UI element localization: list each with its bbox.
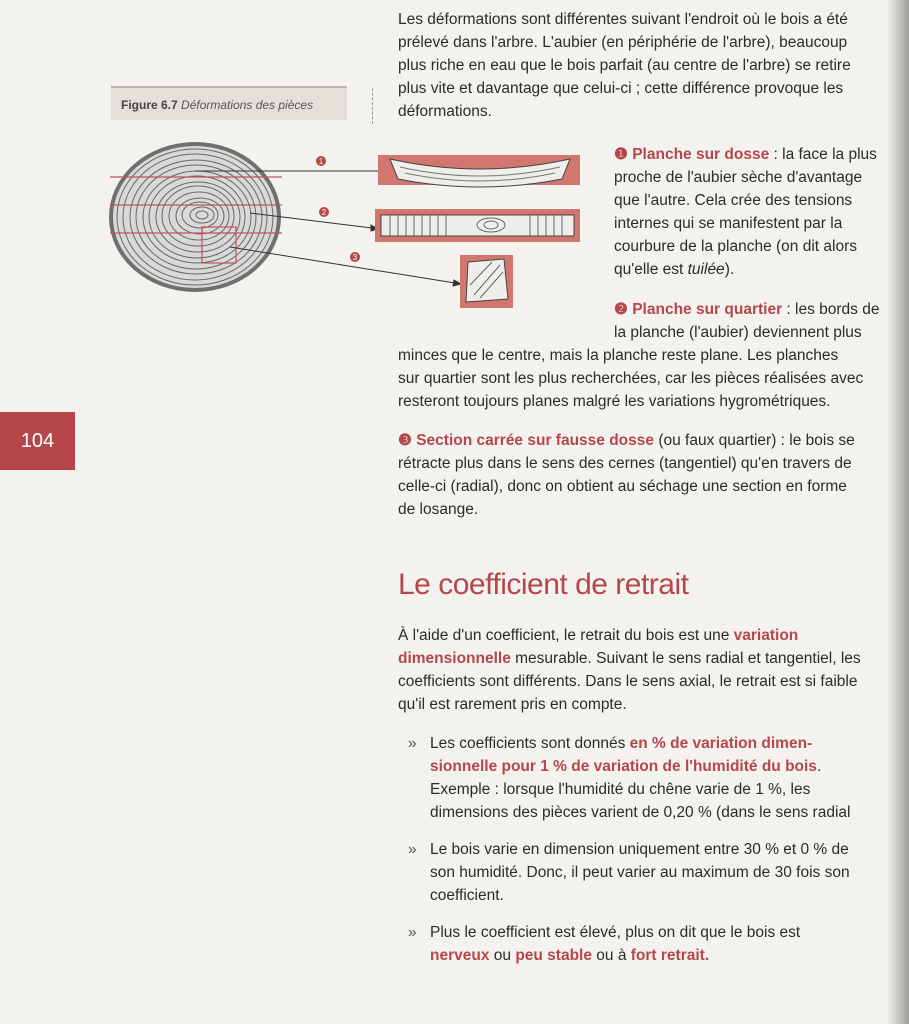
bullet-text: dimensions des pièces varient de 0,20 % (dans le sens radial [430,804,851,821]
intro-line: plus vite et davantage que celui-ci ; cette différence provoque les [398,80,844,97]
caption-divider [372,88,373,124]
item-text: la planche (l'aubier) deviennent plus [614,324,862,341]
intro-line: déformations. [398,103,492,120]
item-marker: ❶ [614,146,628,163]
item-text: minces que le centre, mais la planche reste plane. Les planches [398,347,839,364]
bullet-emphasis: fort retrait [630,947,705,964]
bullet-emphasis: sionnelle pour 1 % de variation de l'humidité du bois [430,758,817,775]
item-text: sur quartier sont les plus recherchées, car les pièces réalisées avec [398,370,864,387]
svg-text:2: 2 [321,208,327,217]
bullet-text: Les coefficients sont donnés [430,735,630,752]
item-planche-sur-quartier-cont [398,344,908,413]
figure-illustration [100,135,600,320]
item-section-carree [398,429,908,521]
marker-2 [319,207,329,217]
item-title: Planche sur quartier [632,301,783,318]
figure-title: Déformations des pièces [181,98,314,112]
intro-line: plus riche en eau que le bois parfait (au centre de l'arbre) se retire [398,57,851,74]
bullet-text: son humidité. Donc, il peut varier au maximum de 30 fois son [430,864,850,881]
bullet-text: . [704,947,710,964]
page-edge-shadow [887,0,909,1024]
item-planche-sur-quartier [614,298,909,344]
bullet-emphasis: peu stable [515,947,592,964]
marker-3 [350,252,360,262]
intro-line: prélevé dans l'arbre. L'aubier (en périphérie de l'arbre), beaucoup [398,34,848,51]
quarter-sawn-plank [375,209,580,242]
bullet-item [408,838,908,907]
para-emphasis: variation [733,627,799,644]
item-marker: ❸ [398,432,412,449]
bullet-text: coefficient. [430,887,504,904]
item-text: courbure de la planche (on dit alors [614,238,857,255]
bullet-text: Exemple : lorsque l'humidité du chêne varie de 1 %, les [430,781,811,798]
bullet-text: ou [489,947,516,964]
bullet-emphasis: en % de variation dimen- [629,735,813,752]
bullet-list [408,732,908,981]
para-text: coefficients sont différents. Dans le sens axial, le retrait est si faible [398,673,858,690]
item-text: celle-ci (radial), donc on obtient au séchage une section en forme [398,478,847,495]
para-text: qu'il est rarement pris en compte. [398,696,627,713]
intro-paragraph [398,8,908,123]
figure-caption [111,86,347,120]
svg-text:1: 1 [318,157,324,166]
item-text: : la face la plus [769,146,877,163]
intro-line: Les déformations sont différentes suivant l'endroit où le bois a été [398,11,848,28]
item-marker: ❷ [614,301,628,318]
item-text: rétracte plus dans le sens des cernes (tangentiel) qu'en travers de [398,455,852,472]
item-text: : les bords de [782,301,880,318]
svg-text:3: 3 [352,253,358,262]
bullet-item [408,921,908,967]
item-text: ). [724,261,735,278]
marker-1 [316,156,326,166]
bullet-text: . [816,758,822,775]
bullet-text: Plus le coefficient est élevé, plus on dit que le bois est [430,924,801,941]
item-title: Planche sur dosse [632,146,770,163]
item-text: qu'elle est [614,261,688,278]
page-number: 104 [0,412,75,470]
item-text: de losange. [398,501,479,518]
bullet-item [408,732,908,824]
item-text: que l'autre. Cela crée des tensions [614,192,853,209]
para-text: mesurable. Suivant le sens radial et tangentiel, les [510,650,861,667]
item-text: internes qui se manifestent par la [614,215,843,232]
bullet-mark: » [408,924,417,941]
figure-label: Figure 6.7 [121,98,178,112]
para-text: À l'aide d'un coefficient, le retrait du bois est une [398,627,734,644]
section-heading: Le coefficient de retrait [398,568,689,601]
bullet-mark: » [408,841,417,858]
item-planche-sur-dosse [614,143,909,281]
bullet-text: ou à [591,947,631,964]
item-title: Section carrée sur fausse dosse [416,432,655,449]
cupped-plank [378,155,580,187]
section-paragraph [398,624,908,716]
item-text: resteront toujours planes malgré les variations hygrométriques. [398,393,831,410]
bullet-text: Le bois varie en dimension uniquement entre 30 % et 0 % de [430,841,849,858]
item-text: (ou faux quartier) : le bois se [654,432,855,449]
log-cross-section [109,142,282,292]
bullet-mark: » [408,735,417,752]
item-text: proche de l'aubier sèche d'avantage [614,169,863,186]
para-emphasis: dimensionnelle [398,650,511,667]
bullet-emphasis: nerveux [430,947,490,964]
diamond-section [460,255,513,308]
item-emphasis: tuilée [687,261,725,278]
